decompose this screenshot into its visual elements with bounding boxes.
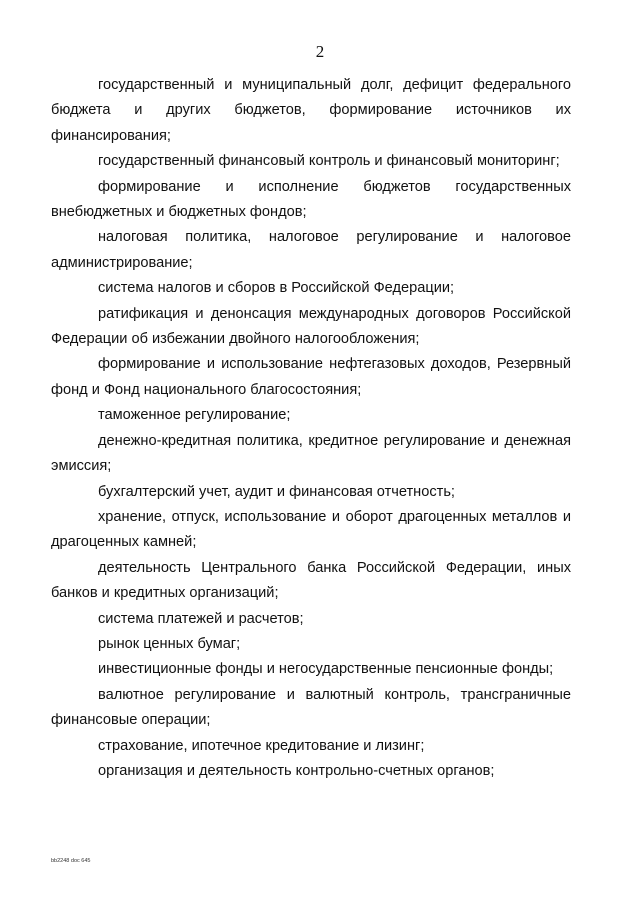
paragraph: формирование и использование нефтегазовых доходов, Резервный фонд и Фонд национального благосостояния; <box>51 356 571 398</box>
footer-code: bb2248 doc 645 <box>51 858 91 864</box>
paragraph: рынок ценных бумаг; <box>98 635 241 652</box>
paragraph: государственный и муниципальный долг, дефицит федерального бюджета и других бюджетов, формирование источников их финансирования; <box>51 77 571 144</box>
paragraph: валютное регулирование и валютный контроль, трансграничные финансовые операции; <box>51 686 571 729</box>
paragraph: система платежей и расчетов; <box>98 610 304 627</box>
paragraph: страхование, ипотечное кредитование и лизинг; <box>98 737 425 754</box>
paragraph: организация и деятельность контрольно-счетных органов; <box>98 762 495 779</box>
document-body <box>51 73 571 784</box>
paragraph: денежно-кредитная политика, кредитное регулирование и денежная эмиссия; <box>51 432 571 475</box>
paragraph: бухгалтерский учет, аудит и финансовая отчетность; <box>98 483 455 500</box>
paragraph: инвестиционные фонды и негосударственные пенсионные фонды; <box>98 661 554 678</box>
paragraph: ратификация и денонсация международных договоров Российской Федерации об избежании двойного налогообложения; <box>51 305 571 348</box>
page-number: 2 <box>315 42 325 61</box>
paragraph: налоговая политика, налоговое регулирование и налоговое администрирование; <box>51 229 571 271</box>
paragraph: формирование и исполнение бюджетов государственных внебюджетных и бюджетных фондов; <box>51 178 571 221</box>
paragraph: таможенное регулирование; <box>98 407 291 424</box>
paragraph: система налогов и сборов в Российской Федерации; <box>98 280 455 297</box>
paragraph: деятельность Центрального банка Российской Федерации, иных банков и кредитных организаций; <box>51 559 571 602</box>
paragraph: государственный финансовый контроль и финансовый мониторинг; <box>98 153 560 170</box>
paragraph: хранение, отпуск, использование и оборот драгоценных металлов и драгоценных камней; <box>51 508 571 551</box>
